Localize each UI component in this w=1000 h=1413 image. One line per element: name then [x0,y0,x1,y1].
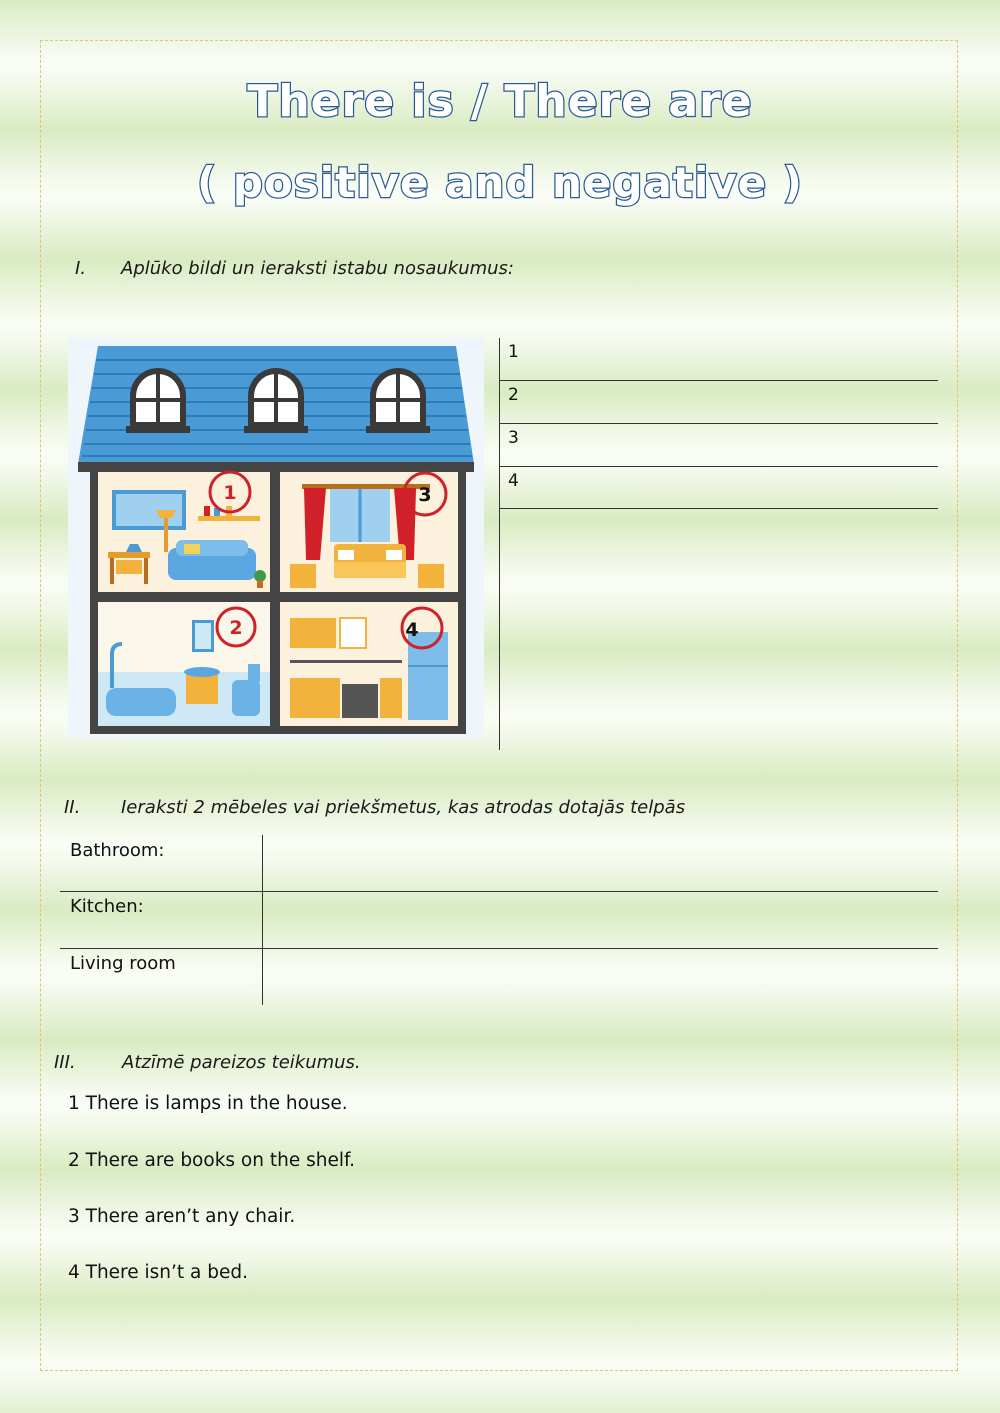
answer-line-1-label: 1 [508,342,519,362]
section-2-number: II. [64,797,81,818]
room-marker-2: 2 [229,617,243,639]
room-label-kitchen: Kitchen: [70,896,144,917]
room-label-bathroom: Bathroom: [70,840,165,861]
answer-line-4[interactable] [499,508,938,509]
answer-line-1[interactable] [499,380,938,381]
answer-line-2[interactable] [499,423,938,424]
furniture-table-divider [262,835,263,1005]
section-1-heading [75,258,514,279]
worksheet-title: There is / There are [247,76,753,127]
section-3-heading [54,1052,361,1073]
room-marker-1: 1 [223,482,237,504]
worksheet-subtitle: ( positive and negative ) [197,158,803,207]
furniture-row-2-line[interactable] [60,948,938,949]
answer-line-3[interactable] [499,466,938,467]
answer-line-2-label: 2 [508,385,519,405]
section-2-heading [64,797,685,818]
answer-column-divider [499,338,500,750]
section-3-number: III. [54,1052,76,1073]
section-1-number: I. [75,258,87,279]
answer-line-4-label: 4 [508,471,519,491]
room-markers [68,338,484,738]
furniture-row-1-line[interactable] [60,891,938,892]
room-marker-3: 3 [418,484,432,506]
section-3-instruction: Atzīmē pareizos teikumus. [122,1052,361,1073]
section-1-instruction: Aplūko bildi un ieraksti istabu nosaukumus: [121,258,514,279]
room-marker-4: 4 [405,619,419,641]
statement-3[interactable]: 3 There aren’t any chair. [68,1206,296,1227]
statement-2[interactable]: 2 There are books on the shelf. [68,1150,356,1171]
statement-1[interactable]: 1 There is lamps in the house. [68,1093,348,1114]
answer-line-3-label: 3 [508,428,519,448]
room-label-living-room: Living room [70,953,176,974]
section-2-instruction: Ieraksti 2 mēbeles vai priekšmetus, kas atrodas dotajās telpās [121,797,686,818]
statement-4[interactable]: 4 There isn’t a bed. [68,1262,249,1283]
